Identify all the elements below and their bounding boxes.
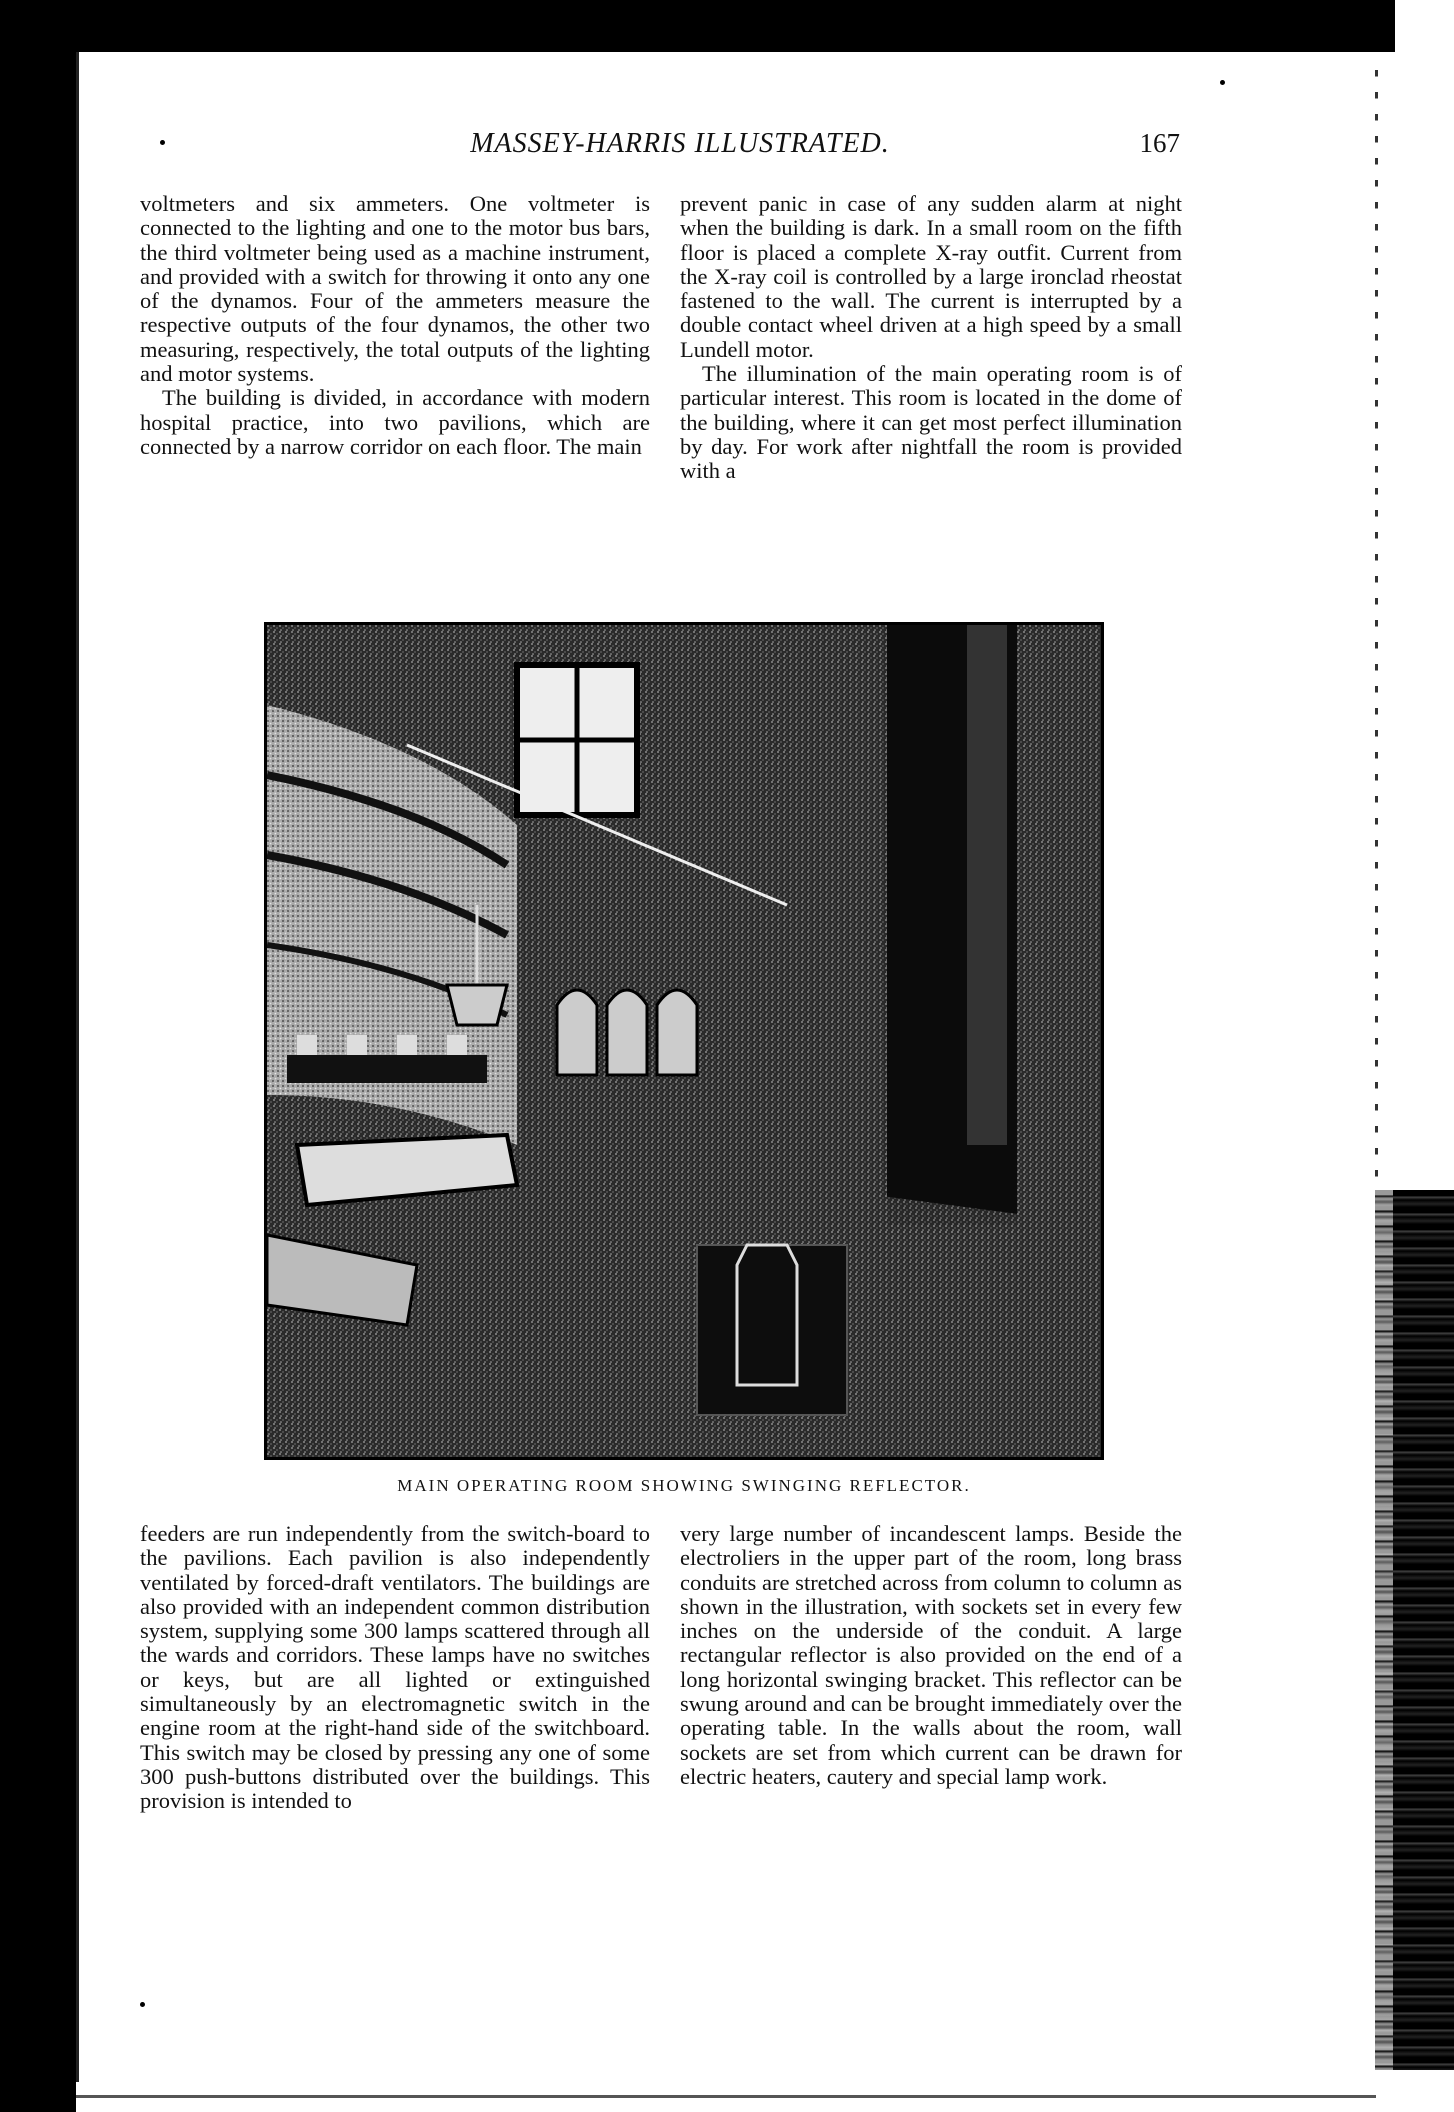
paragraph: feeders are run independently from the switch-board to the pavilions. Each pavilion is also independently ventilated by forced-draft ventilators. The buildings are also provided with an independent common distribution system, supplying some 300 lamps scattered through all the wards and corridors. These lamps have no switches or keys, but are all lighted or extinguished simultaneously by an electromagnetic switch in the engine room at the right-hand side of the switchboard. This switch may be closed by pressing any one of some 300 push-buttons distributed over the buildings. This provision is intended to: [140, 1521, 650, 1814]
scan-speck: [160, 140, 165, 145]
scan-left-border: [0, 0, 76, 2112]
paragraph: prevent panic in case of any sudden alarm at night when the building is dark. In a small room on the fifth floor is placed a complete X-ray outfit. Current from the X-ray coil is controlled by a large ironclad rheostat fastened to the wall. The current is interrupted by a double contact wheel driven at a high speed by a small Lundell motor.: [680, 191, 1182, 362]
photograph-illustration: [267, 625, 1101, 1457]
text-column-top-right: [680, 192, 1182, 484]
text-column-top-left: [140, 192, 650, 459]
scan-right-strip-texture: [1375, 1190, 1393, 2070]
paragraph: The illumination of the main operating room is of particular interest. This room is located in the dome of the building, where it can get most perfect illumination by day. For work after nightfall the room is provided with a: [680, 361, 1182, 484]
scan-speck: [1246, 20, 1251, 25]
scan-bottom-edge: [76, 2095, 1376, 2098]
page-number: 167: [1139, 128, 1180, 158]
paragraph: very large number of incandescent lamps. Beside the electroliers in the upper part of the room, long brass conduits are stretched across from column to column as shown in the illustration, with sockets set in every few inches on the underside of the conduit. A large rectangular reflector is also provided on the end of a long horizontal swinging bracket. This reflector can be swung around and can be brought immediately over the operating table. In the walls about the room, wall sockets are set from which current can be drawn for electric heaters, cautery and special lamp work.: [680, 1521, 1182, 1789]
paragraph: voltmeters and six ammeters. One voltmeter is connected to the lighting and one to the motor bus bars, the third voltmeter being used as a machine instrument, and provided with a switch for throwing it onto any one of the dynamos. Four of the ammeters measure the respective outputs of the four dynamos, the other two measuring, respectively, the total outputs of the lighting and motor systems.: [140, 191, 650, 387]
figure-caption: MAIN OPERATING ROOM SHOWING SWINGING REFLECTOR.: [397, 1476, 971, 1495]
scan-left-edge-line: [76, 52, 79, 2082]
text-column-bottom-right: [680, 1522, 1182, 1789]
paragraph: The building is divided, in accordance with modern hospital practice, into two pavilions, which are connected by a narrow corridor on each floor. The main: [140, 385, 650, 459]
running-title: MASSEY-HARRIS ILLUSTRATED.: [470, 128, 890, 159]
text-column-bottom-left: [140, 1522, 650, 1814]
scan-speck: [1220, 80, 1225, 85]
scan-speck: [140, 2002, 145, 2007]
operating-room-photograph: [264, 622, 1104, 1460]
scan-top-border: [0, 0, 1395, 52]
scan-right-dashed-edge: [1375, 70, 1378, 1180]
